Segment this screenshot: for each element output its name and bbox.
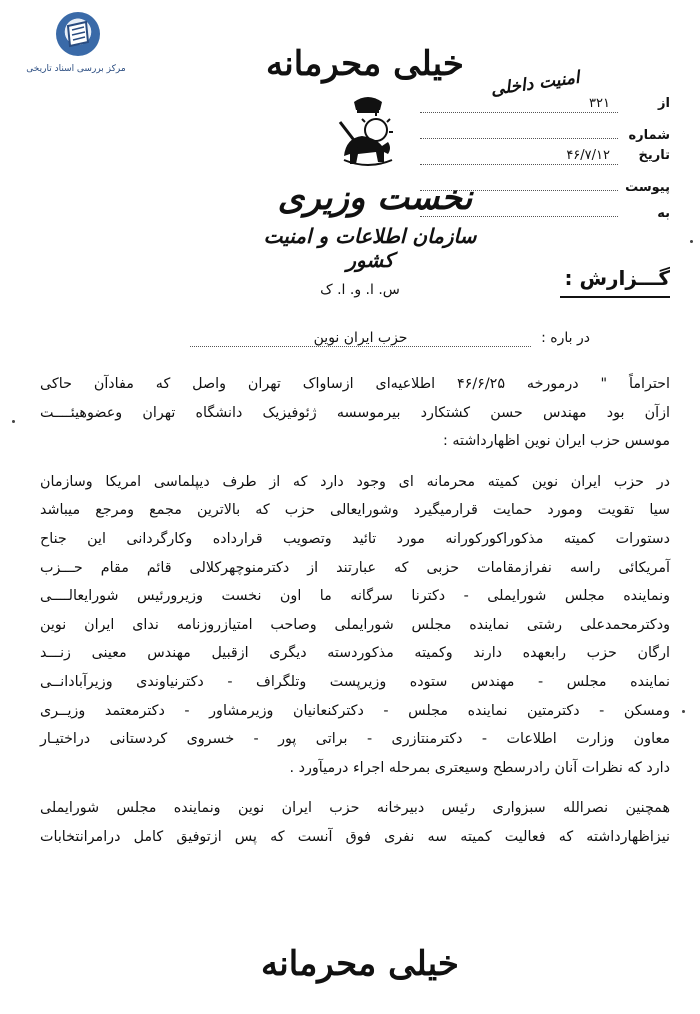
body-line: همچنین نصرالله سبزواری رئیس دبیرخانه حزب ایران نوین ونماینده مجلس شورایملی [40, 800, 670, 817]
body-line: دستورات کمیته مذکوراکورکورانه مورد تائید وتصویب قرارداده وکارگردانی این جناح [40, 530, 670, 547]
body-line: موسس حزب ایران نوین اظهارداشته : [442, 433, 670, 450]
lion-and-sun-emblem-icon [330, 92, 406, 172]
body-line: سیا تقویت ومورد حمایت قرارمیگیرد وشورایعالی حزب که بالاترین مجمع ومرجع میباشد [40, 502, 670, 519]
field-label: شماره [628, 128, 670, 143]
field-to [420, 200, 670, 226]
scan-speck [12, 420, 15, 423]
field-value [420, 200, 618, 217]
field-label: تاریخ [638, 148, 670, 163]
field-date [420, 148, 670, 174]
archive-logo-icon [56, 12, 100, 56]
body-line: ومسکن - دکترمتین نماینده مجلس - دکترکنعانیان وزیرمشاور - دکترمعتمد وزیــری [40, 702, 670, 719]
field-attachment [420, 174, 670, 200]
body-line: ازآن بود مهندس حسن کشتکارد بیرموسسه ژئوفیزیک دانشگاه تهران وعضوهیئــــت [40, 404, 670, 421]
body-line: ارگان حزب رابعهده دارند وکمیته مذکوردسته دیگری ازقبیل مهندس معینی زنـــد [40, 645, 670, 662]
archive-watermark [14, 10, 134, 80]
field-from [420, 96, 670, 122]
body-line: ونماینده مجلس شورایملی - دکترنا سرگانه ما اون نخست وزیرورئیس شورایعالــــی [40, 588, 670, 605]
handwritten-note: امنیت داخلی [489, 67, 581, 100]
body-line: آمریکائی راسه نفرازمقامات حزبی که عبارتند از دکترمنوچهرکلالی قائم مقام حـــزب [40, 559, 670, 576]
field-label: پیوست [625, 180, 670, 195]
field-value [420, 122, 618, 139]
field-number [420, 122, 670, 148]
body-line: نماینده مجلس - مهندس ستوده وزیرپست وتلگراف - دکترنیاوندی وزیرآبادانــی [40, 673, 670, 690]
subject-label: در باره : [541, 330, 590, 346]
organization-code: س. ا. و. ا. ک [320, 282, 400, 298]
field-label: از [658, 96, 670, 111]
field-value: ۳۲۱ [420, 96, 618, 113]
subject-value: حزب ایران نوین [190, 330, 531, 347]
field-label: به [657, 206, 670, 221]
scan-speck [690, 240, 693, 243]
report-body [40, 370, 670, 852]
report-label: گـــزارش : [560, 266, 670, 298]
organization-name: سازمان اطلاعات و امنیت کشور [263, 224, 477, 272]
body-line: معاون وزارت اطلاعات - دکترمنتازری - براتی پور - خسروی کردستانی دراختیـار [40, 731, 670, 748]
body-line: دارد که نظرات آنان رادرسطح وسیعتری بمرحله اجراء درمیآورد . [289, 759, 670, 776]
field-value: ۴۶/۷/۱۲ [420, 148, 618, 165]
body-line: احتراماً " درمورخه ۴۶/۶/۲۵ اطلاعیه‌ای ازساواک تهران واصل که مفادآن حاکی [40, 376, 670, 392]
field-value [420, 174, 618, 191]
top-classification: خیلی محرمانه [266, 44, 464, 84]
archive-watermark-text: مرکز بررسی اسناد تاریخی [26, 64, 126, 74]
subject-line [190, 330, 590, 347]
body-line: در حزب ایران نوین کمیته محرمانه ای وجود دارد که از طرف دیپلماسی امریکا وسازمان [40, 473, 670, 490]
body-line: نیزاظهارداشته که فعالیت کمیته سه نفری فوق آنست که پس ازتوفیق کامل درامرانتخابات [40, 828, 670, 845]
scan-speck [682, 710, 685, 713]
header-fields [420, 96, 670, 226]
bottom-classification: خیلی محرمانه [261, 944, 459, 984]
office-title: نخست وزیری [277, 178, 473, 218]
body-line: ودکترمحمدعلی رشتی نماینده مجلس شورایملی وصاحب امتیازروزنامه ندای ایران نوین [40, 616, 670, 633]
